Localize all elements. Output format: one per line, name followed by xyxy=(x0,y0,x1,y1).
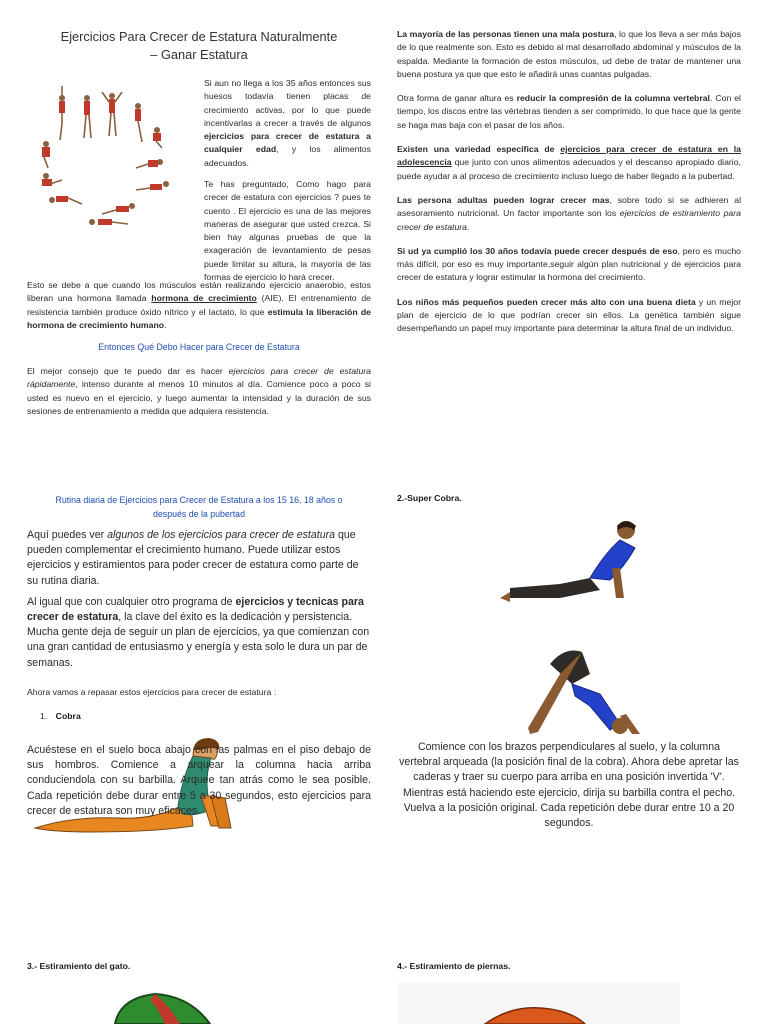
routine-heading-wrap xyxy=(40,493,358,521)
list-number: 1. xyxy=(40,711,48,721)
exercise-list-lead: Ahora vamos a repasar estos ejercicios para crecer de estatura : xyxy=(27,687,277,697)
routine-persistence-text: Al igual que con cualquier otro programa de ejercicios y tecnicas para crecer de estatura, la clave del éxito es la dedicación y persistencia. Mucha gente deja de seguir un plan de ejercicios, ya que comienzan con una gran cantidad de entusiasmo y energía y esta solo le dura un par de semanas. xyxy=(27,595,370,669)
list-label-cobra: Cobra xyxy=(55,711,81,721)
hormone-paragraph xyxy=(27,279,371,332)
list-label-super-cobra: 2.-Super Cobra. xyxy=(397,493,462,503)
adolescence-text: Existen una variedad especifica de ejercicios para crecer de estatura en la adolescencia que junto con unos alimentos adecuados y el descanso apropiado diario, puede ayudar a al proceso de crecimiento incluso luego de haber llegado a la pubertad. xyxy=(397,144,741,181)
question-paragraph xyxy=(204,178,371,284)
children-text: Los niños más pequeños pueden crecer más alto con una buena dieta y un mejor plan de ejercicio de lo que podrían crecer sin ellos. La genética también sigue desempeñando un papel muy importante para determinar la altura final de un individuo. xyxy=(397,296,741,334)
cobra-desc-text: Acuéstese en el suelo boca abajo con las palmas en el piso debajo de sus hombros. Comience a arquear la columna hacia arriba conduciendola con su barbilla. Arquee tan atrás como le sea posible. Cada repetición debe durar entre 5 a 30 segundos, esto ejercicios para crecer de estatura son muy eficaces. xyxy=(27,744,371,817)
routine-intro xyxy=(27,528,371,671)
leg-stretch-label-wrap xyxy=(397,960,510,973)
spine-text: Otra forma de ganar altura es reducir la compresión de la columna vertebral. Con el tiempo, los discos entre las vértebras tienden a ser comprimido, lo que hace que la gente se haga mas baja con el pasar de los años. xyxy=(397,93,741,130)
posture-text: La mayoría de las personas tienen una mala postura, lo que los lleva a ser más bajos de lo que realmente son. Esto es debido al mal desarrollado abdominal y músculos de la espalda. Mediante la formación de estos músculos, ud debe de tratar de mantener una buena postura ya que que esto le añadirá unas cuantas pulgadas. xyxy=(397,29,741,79)
cat-stretch-illustration-partial xyxy=(110,988,220,1024)
list-item-cobra xyxy=(40,710,340,723)
routine-heading: Rutina diaria de Ejercicios para Crecer de Estatura a los 15 16, 18 años o después de la pubertad xyxy=(55,495,343,519)
list-label-cat-stretch: 3.- Estiramiento del gato. xyxy=(27,961,131,971)
intro-paragraph xyxy=(204,77,371,170)
list-label-leg-stretch: 4.- Estiramiento de piernas. xyxy=(397,961,511,971)
what-to-do-heading-wrap xyxy=(27,342,371,352)
hormone-text: Esto se debe a que cuando los músculos están realizando ejercicio anaerobio, estos liberan una hormona llamada hormona de crecimiento (AIE). El entrenamiento de resistencia también produce óxido nítrico y el lactato, lo que estimula la liberación de hormona de crecimiento humano. xyxy=(27,280,371,330)
question-text: Te has preguntado, Como hago para crecer de estatura con ejercicios ? pues te cuento . El ejercicio es una de las mejores maneras de asegurar que usted crezca. Si bien hay algunas pruebas de que la exageración de levantamiento de pesas puede limitar su altura, la mayoría de las formas de ejercicio lo hará crecer. xyxy=(204,179,371,283)
what-to-do-heading: Entonces Qué Debo Hacer para Crecer de Estatura xyxy=(98,342,300,352)
leg-stretch-illustration-partial xyxy=(480,1004,590,1024)
lead-wrap xyxy=(27,686,371,699)
page-title: Ejercicios Para Crecer de Estatura Naturalmente – Ganar Estatura xyxy=(60,29,338,62)
exercise-circle-illustration xyxy=(32,84,182,229)
routine-intro-text: Aquí puedes ver algunos de los ejercicios para crecer de estatura que pueden complementar el crecimiento humano. Puede utilizar estos ejercicios y estiramientos para poder crecer de estatura como parte de su rutina diaria. xyxy=(27,529,359,587)
advice-paragraph xyxy=(27,365,371,418)
cobra-description xyxy=(27,743,371,819)
super-cobra-label-wrap xyxy=(397,492,462,505)
super-cobra-description xyxy=(397,740,741,831)
intro-text: Si aun no llega a los 35 años entonces sus huesos todavía tienen placas de crecimiento activas, por lo que puede incentivarlas a crecer a través de algunos ejercicios para crecer de estatura a cualquier edad, y los alimentos adecuados. xyxy=(204,78,371,168)
adults-text: Las persona adultas pueden lograr crecer mas, sobre todo si se adhieren al asesoramiento nutricional. Un factor importante son los ejercicios de estiramiento para crecer de estatura. xyxy=(397,194,741,232)
right-column xyxy=(397,28,741,336)
thirty-text: Si ud ya cumplió los 30 años todavía puede crecer después de eso, pero es mucho más difícil, por eso es muy importante,seguir algún plan nutricional y de ejercicios para crecer de estatura y lograr estimular la hormona del crecimiento. xyxy=(397,245,741,283)
cat-stretch-label-wrap xyxy=(27,960,130,973)
left-column xyxy=(27,28,371,64)
super-cobra-inverted-v-illustration xyxy=(520,644,650,739)
stick-figures xyxy=(42,86,169,225)
advice-text: El mejor consejo que te puedo dar es hacer ejercicios para crecer de estatura rápidamente, intenso durante al menos 10 minutos al día. Comience poco a poco si usted es nuevo en el ejercicio, y luego aumentar la intensidad y la duración de sus sesiones de entrenamiento a medida que adquiera resistencia. xyxy=(27,366,371,416)
super-cobra-desc-text: Comience con los brazos perpendiculares al suelo, y la columna vertebral arqueada (la posición final de la cobra). Ahora debe apretar las caderas y traer su cuerpo para arriba en una posición invertida 'V'. Mientras está haciendo este ejercicio, dirija su barbilla contra el pecho. Vuelva a la posición original. Cada repetición debe durar entre 10 a 20 segundos. xyxy=(399,741,739,830)
super-cobra-upward-illustration xyxy=(500,518,650,604)
